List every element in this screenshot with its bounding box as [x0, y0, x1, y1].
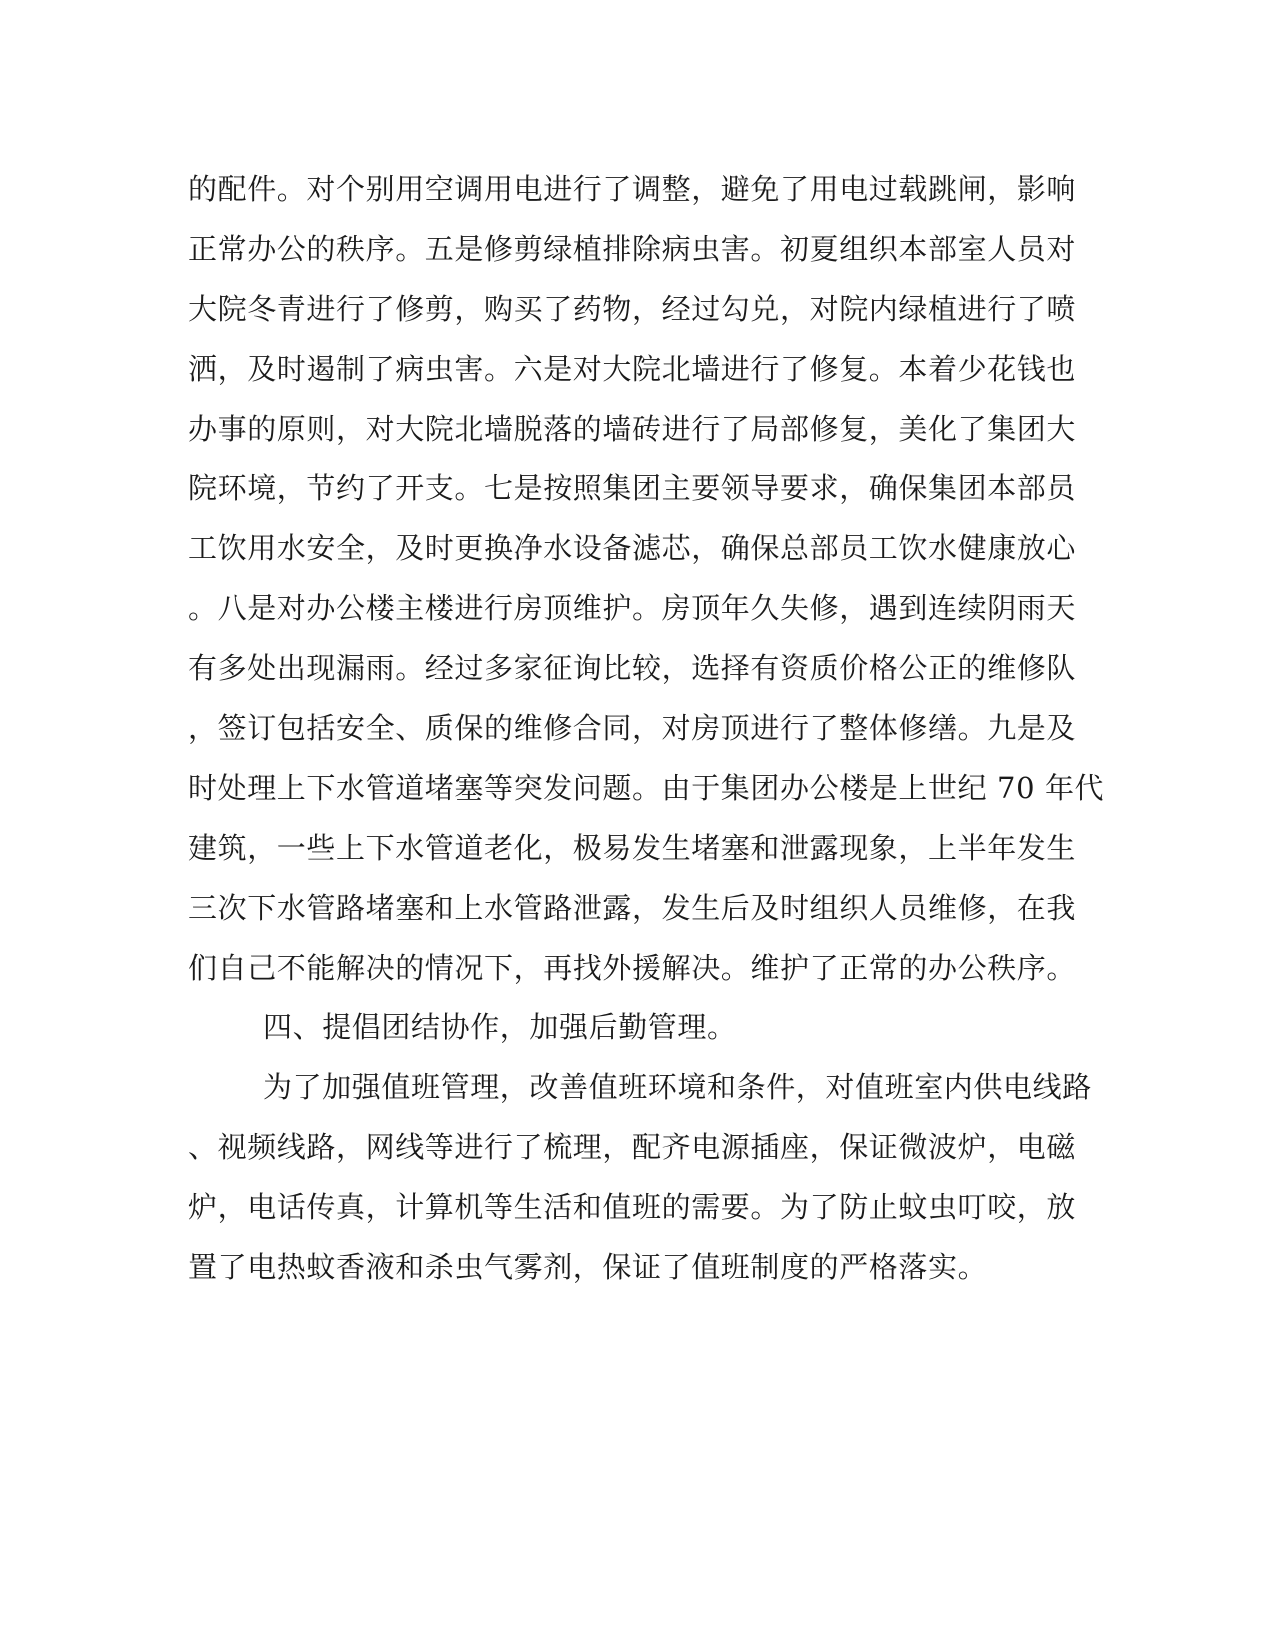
section-heading: 四、提倡团结协作，加强后勤管理。 [263, 1010, 737, 1045]
document-body [188, 160, 1105, 1298]
body-line: 洒，及时遏制了病虫害。六是对大院北墙进行了修复。本着少花钱也 [188, 351, 1077, 386]
body-line: 时处理上下水管道堵塞等突发问题。由于集团办公楼是上世纪 70 年代 [188, 770, 1105, 805]
body-line: 、视频线路，网线等进行了梳理，配齐电源插座，保证微波炉，电磁 [188, 1130, 1077, 1165]
body-line: 三次下水管路堵塞和上水管路泄露，发生后及时组织人员维修，在我 [188, 890, 1077, 925]
body-line: 正常办公的秩序。五是修剪绿植排除病虫害。初夏组织本部室人员对 [188, 231, 1077, 266]
body-line: 大院冬青进行了修剪，购买了药物，经过勾兑，对院内绿植进行了喷 [188, 291, 1077, 326]
body-line: ，签订包括安全、质保的维修合同，对房顶进行了整体修缮。九是及 [188, 711, 1077, 746]
body-line: 们自己不能解决的情况下，再找外援解决。维护了正常的办公秩序。 [188, 950, 1077, 985]
body-line: 建筑，一些上下水管道老化，极易发生堵塞和泄露现象，上半年发生 [188, 830, 1077, 865]
body-line: 有多处出现漏雨。经过多家征询比较，选择有资质价格公正的维修队 [188, 651, 1077, 686]
body-line: 院环境，节约了开支。七是按照集团主要领导要求，确保集团本部员 [188, 471, 1077, 506]
body-line: 办事的原则，对大院北墙脱落的墙砖进行了局部修复，美化了集团大 [188, 411, 1077, 446]
body-line: 工饮用水安全，及时更换净水设备滤芯，确保总部员工饮水健康放心 [188, 531, 1077, 566]
body-line: 炉，电话传真，计算机等生活和值班的需要。为了防止蚊虫叮咬，放 [188, 1190, 1077, 1225]
paragraph-first-line: 为了加强值班管理，改善值班环境和条件，对值班室内供电线路 [263, 1070, 1092, 1105]
body-line: 的配件。对个别用空调用电进行了调整，避免了用电过载跳闸，影响 [188, 172, 1077, 206]
body-line: 。八是对办公楼主楼进行房顶维护。房顶年久失修，遇到连续阴雨天 [188, 591, 1077, 626]
body-line: 置了电热蚊香液和杀虫气雾剂，保证了值班制度的严格落实。 [188, 1250, 988, 1285]
